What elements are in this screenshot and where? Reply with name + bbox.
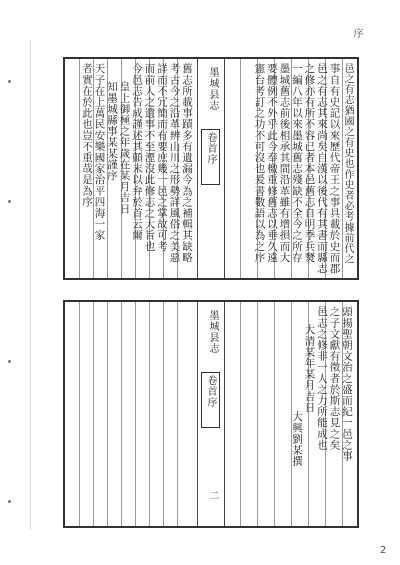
text-column: 事自有史記以來歷代帝王之事具載於史而郡 xyxy=(328,63,341,274)
binding-holes xyxy=(6,60,14,520)
text-column: 邑志之修非一人之力所能成也 xyxy=(316,306,328,451)
text-block-bottom xyxy=(63,300,359,528)
column-rulings-left xyxy=(65,302,197,526)
text-column: 今邑志告成謹述其顛末以弁於首云爾 xyxy=(131,63,143,241)
binding-line xyxy=(30,40,31,530)
fold-title: 墨城县志 xyxy=(207,67,218,111)
text-column: 頭揚聖朝文治之盛而紀一邑之事 xyxy=(341,306,353,462)
text-column: 之修亦有所不容已者本邑舊志自明季兵燹 xyxy=(303,63,316,263)
text-column: 要體例不外乎此今奉檄重修舊志以垂久遠 xyxy=(266,63,278,263)
text-column: 天子在上萬民安樂國家治平四海一家 xyxy=(93,63,106,241)
text-column: 墨城舊志前後相承其間沿革雖有增損而大 xyxy=(278,63,291,263)
text-column: 詳而不冗簡而有要庶幾一邑之掌故可考 xyxy=(156,63,168,252)
fold-folio-number: 二 xyxy=(207,490,218,501)
page-number: 2 xyxy=(380,545,387,556)
text-column: 而前人之遺事不至湮沒此修志之大旨也 xyxy=(143,63,156,252)
text-column: 考古今之沿革辨山川之形勢詳風俗之美惡 xyxy=(168,63,181,263)
text-column: 皇上御極之年歲在某月吉日 xyxy=(118,81,131,215)
text-column: 一編八年以來墨城舊志殘缺不全今之所存 xyxy=(291,63,303,263)
text-column: 大清某年某月吉日 xyxy=(303,324,316,413)
fold-center-top xyxy=(197,59,225,278)
text-block-top xyxy=(63,57,359,280)
fold-title: 墨城县志 xyxy=(207,310,218,354)
text-column: 邑之有志其來尚矣自漢以後代有其書而縣志 xyxy=(316,63,328,274)
fold-section-label: 卷首序 xyxy=(201,129,220,185)
text-column: 憲台考訂之功不可沒也爰書數語以為之序 xyxy=(253,63,266,263)
fold-center-bottom xyxy=(197,302,225,526)
page-top-label: 序 xyxy=(351,28,362,38)
text-column: 邑之有志猶國之有史也作史者必考據前代之 xyxy=(342,63,353,265)
text-column: 舊志所載事蹟多有遺漏今為之補輯其缺略 xyxy=(181,63,193,263)
text-column: 知墨城縣事某某謹序 xyxy=(106,81,118,181)
text-column: 之子文獻有徵者於斯志見之矣 xyxy=(328,306,341,451)
text-columns-right xyxy=(219,306,353,522)
fold-section-label: 卷首序 xyxy=(201,372,220,428)
text-columns-left xyxy=(69,63,193,274)
text-column: 者實在於此也豈不重哉是為序 xyxy=(81,63,93,208)
signature: 大興劉某撰 xyxy=(291,411,303,467)
text-columns-right xyxy=(219,63,353,274)
